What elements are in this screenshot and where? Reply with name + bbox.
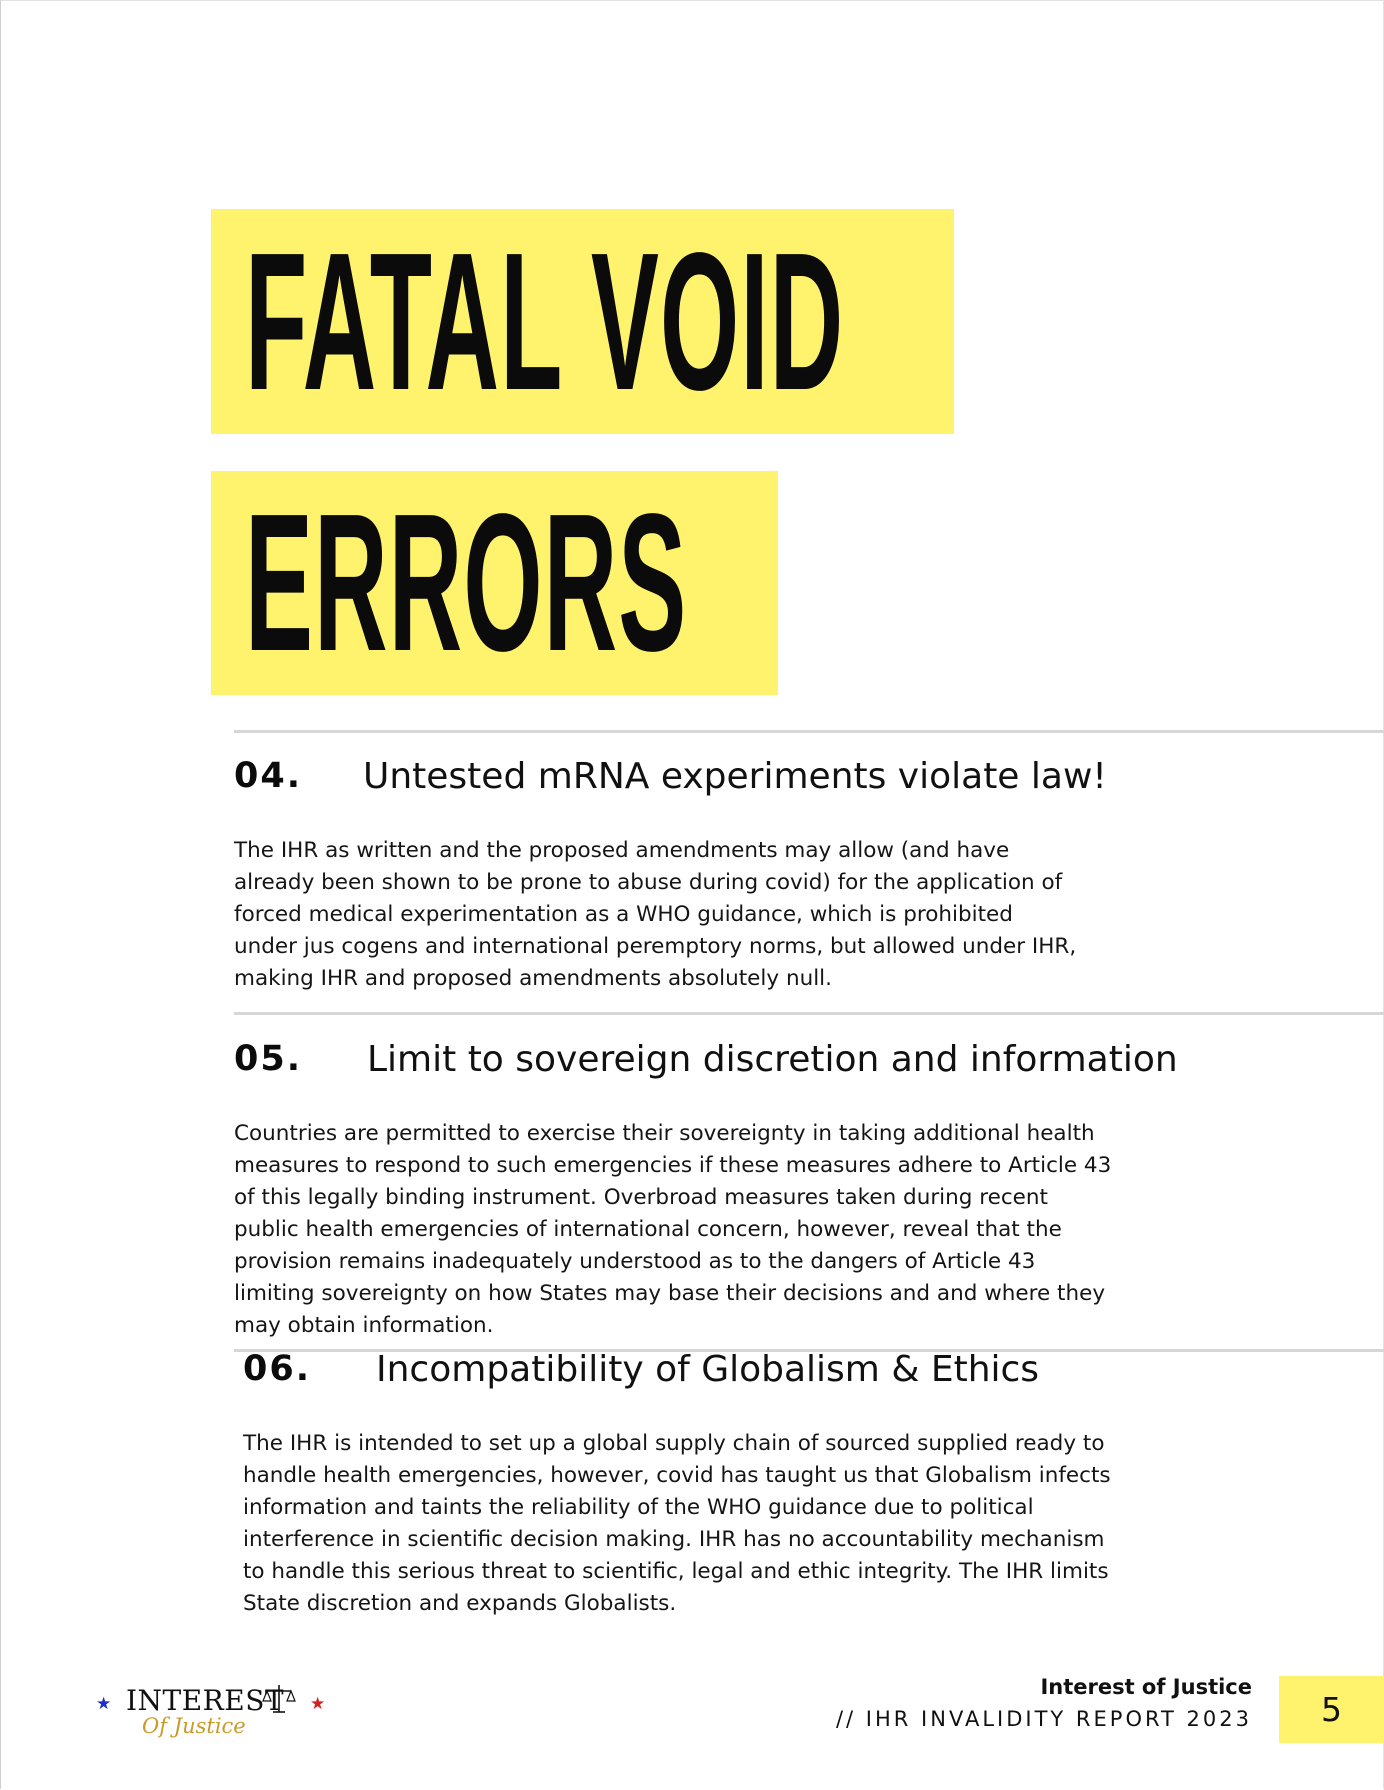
interest-of-justice-logo — [92, 1681, 332, 1741]
body-line: Countries are permitted to exercise their sovereignty in taking additional health — [234, 1121, 1095, 1146]
logo-script-text: Of Justice — [142, 1714, 246, 1738]
section-number: 04. — [234, 756, 303, 796]
body-line: forced medical experimentation as a WHO guidance, which is prohibited — [234, 902, 1013, 927]
section-body-04 — [234, 835, 1076, 995]
body-line: measures to respond to such emergencies if these measures adhere to Article 43 — [234, 1153, 1112, 1178]
body-line: of this legally binding instrument. Overbroad measures taken during recent — [234, 1185, 1048, 1210]
section-number: 06. — [243, 1349, 312, 1389]
body-line: The IHR as written and the proposed amendments may allow (and have — [234, 838, 1010, 863]
title-block-line2 — [211, 471, 778, 695]
body-line: public health emergencies of international concern, however, reveal that the — [234, 1217, 1062, 1242]
section-divider-04 — [234, 730, 1384, 733]
title-block-line1 — [211, 209, 954, 434]
star-icon: ★ — [310, 1694, 326, 1714]
body-line: may obtain information. — [234, 1313, 494, 1338]
section-heading: Limit to sovereign discretion and information — [367, 1039, 1178, 1080]
logo-wordmark: INTEREST — [126, 1684, 285, 1717]
section-heading: Incompatibility of Globalism & Ethics — [376, 1349, 1040, 1390]
body-line: to handle this serious threat to scientific, legal and ethic integrity. The IHR limits — [243, 1559, 1109, 1584]
section-divider-05 — [234, 1012, 1384, 1015]
section-heading: Untested mRNA experiments violate law! — [363, 756, 1107, 797]
footer-brand: Interest of Justice — [1040, 1675, 1252, 1699]
star-icon: ★ — [96, 1694, 112, 1714]
body-line: interference in scientific decision making. IHR has no accountability mechanism — [243, 1527, 1105, 1552]
page-title-line1: FATAL VOID — [245, 211, 845, 431]
body-line: limiting sovereignty on how States may base their decisions and and where they — [234, 1281, 1106, 1306]
body-line: under jus cogens and international peremptory norms, but allowed under IHR, — [234, 934, 1077, 959]
body-line: handle health emergencies, however, covid has taught us that Globalism infects — [243, 1463, 1111, 1488]
scales-of-justice-icon — [262, 1682, 296, 1716]
body-line: already been shown to be prone to abuse during covid) for the application of — [234, 870, 1063, 895]
section-body-06 — [243, 1428, 1111, 1620]
body-line: The IHR is intended to set up a global supply chain of sourced supplied ready to — [243, 1431, 1105, 1456]
footer-report-title: // IHR INVALIDITY REPORT 2023 — [835, 1707, 1252, 1731]
body-line: information and taints the reliability of the WHO guidance due to political — [243, 1495, 1034, 1520]
body-line: provision remains inadequately understood as to the dangers of Article 43 — [234, 1249, 1036, 1274]
section-body-05 — [234, 1118, 1111, 1342]
page-number: 5 — [1321, 1690, 1342, 1729]
page-title-line2: ERRORS — [245, 473, 688, 692]
body-line: State discretion and expands Globalists. — [243, 1591, 677, 1616]
page-number-badge — [1279, 1676, 1384, 1743]
body-line: making IHR and proposed amendments absolutely null. — [234, 966, 832, 991]
section-number: 05. — [234, 1039, 303, 1079]
